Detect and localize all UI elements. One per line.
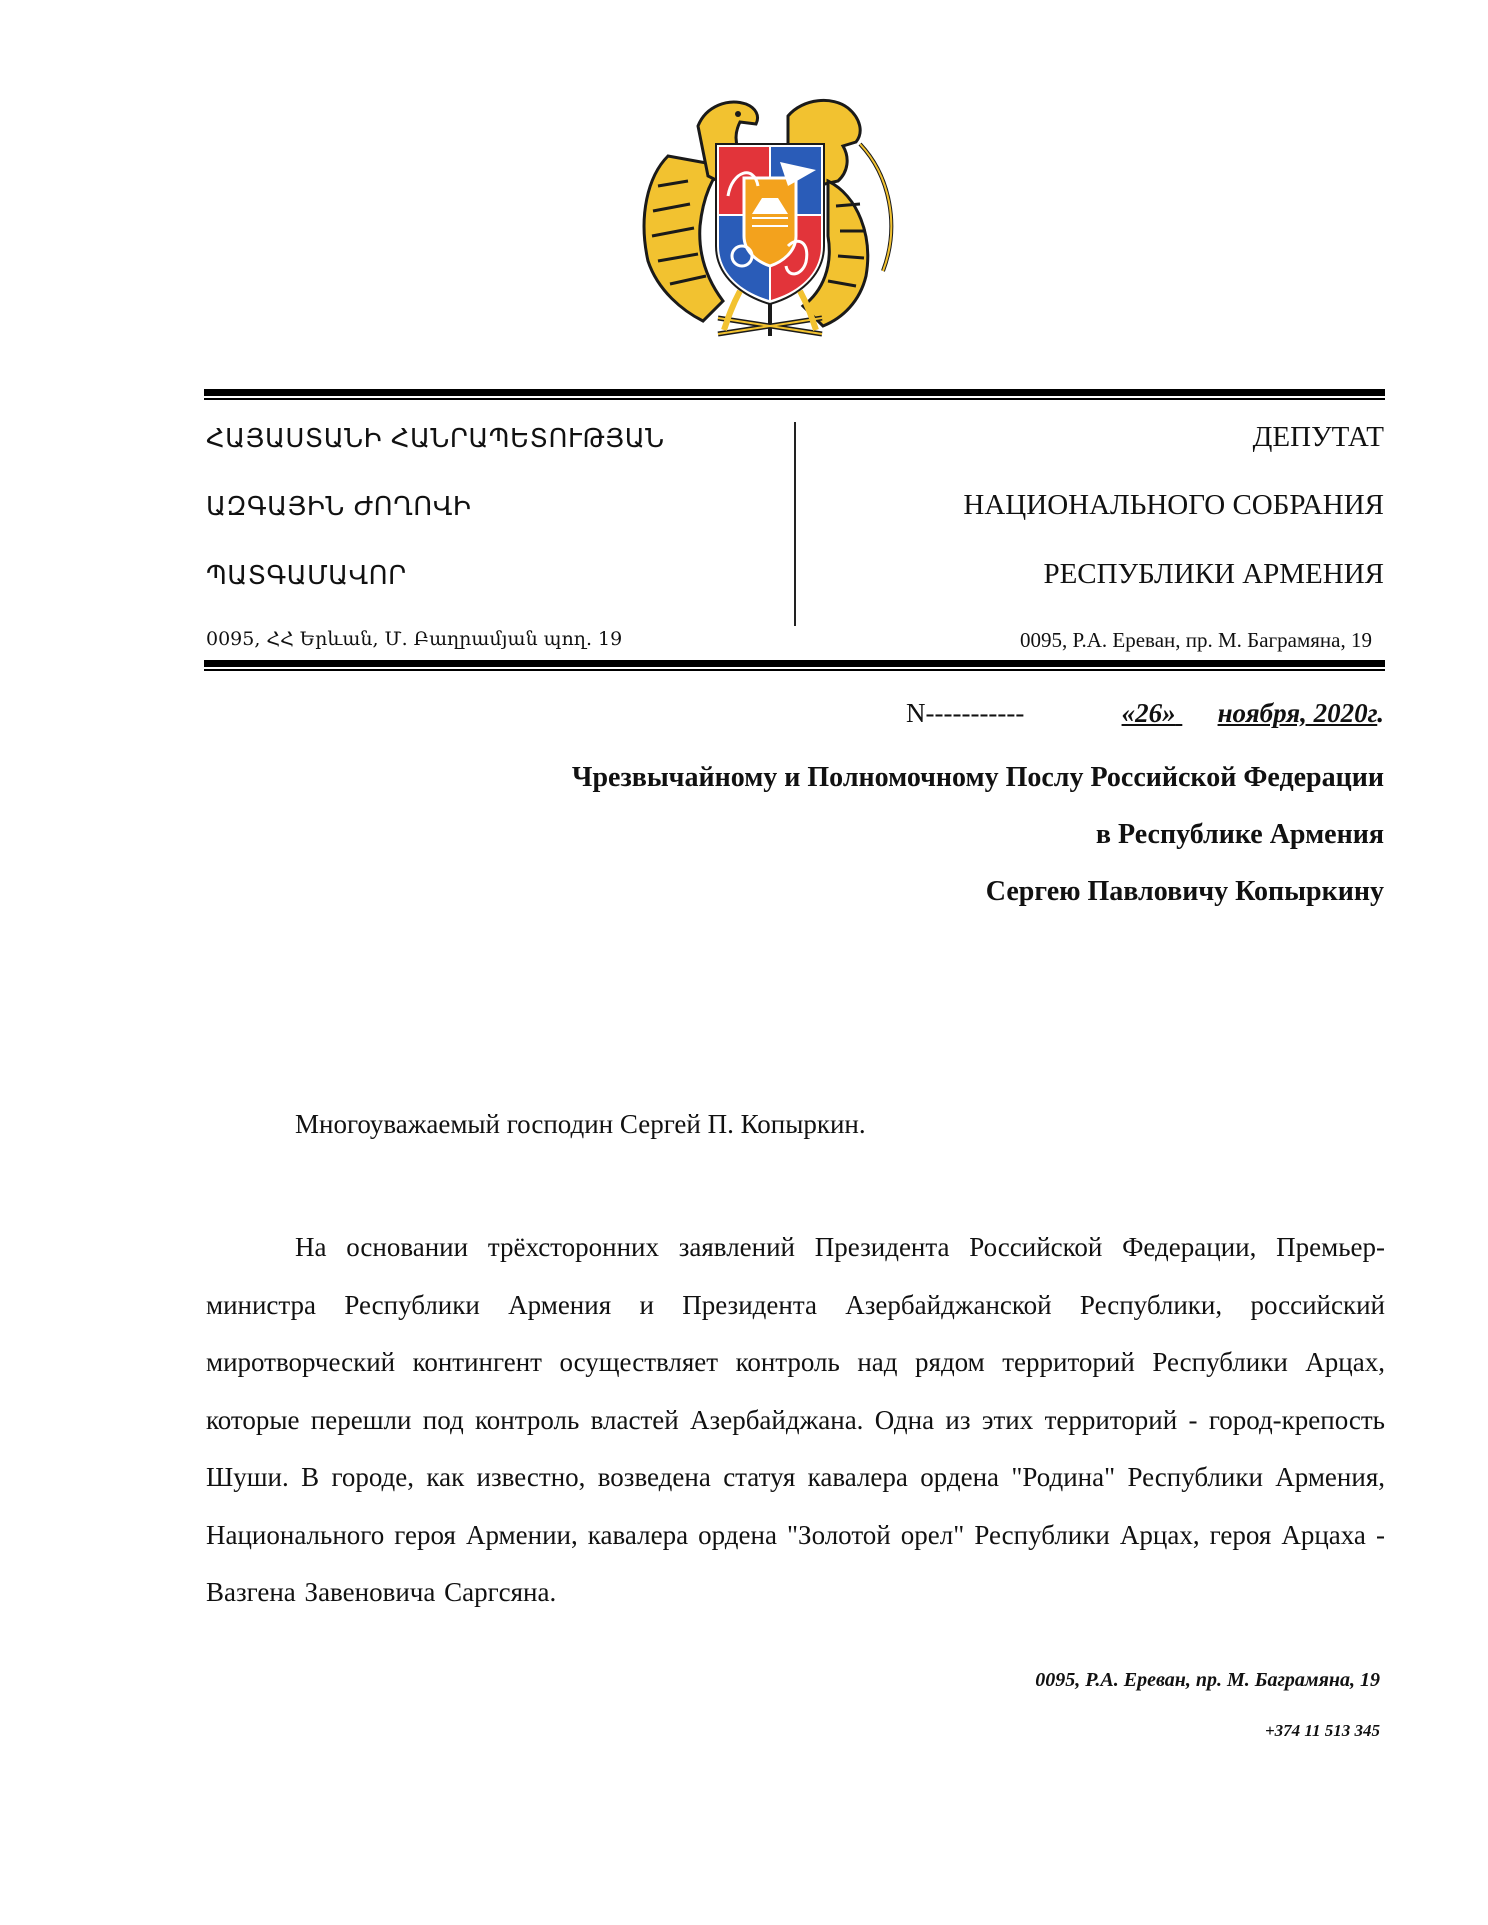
russian-header-line-3: РЕСПУБЛИКИ АРМЕНИЯ: [1043, 558, 1384, 590]
addressee-line-2: в Республике Армения: [1095, 819, 1384, 850]
footer-phone: +374 11 513 345: [1265, 1721, 1380, 1740]
russian-header-line-2: НАЦИОНАЛЬНОГО СОБРАНИЯ: [963, 489, 1384, 521]
date-month-year: ноября, 2020г: [1217, 698, 1378, 728]
footer-address: 0095, Р.А. Ереван, пр. М. Баграмяна, 19: [1035, 1669, 1380, 1691]
addressee-line-3: Сергею Павловичу Копыркину: [985, 876, 1384, 907]
armenian-header-line-3: ՊԱՏԳԱՄԱՎՈՐ: [206, 561, 407, 591]
letterhead-bottom-rule-thin: [204, 669, 1385, 671]
document-number: N-----------: [906, 698, 1025, 728]
letterhead-top-rule: [204, 389, 1385, 396]
russian-address: 0095, Р.А. Ереван, пр. М. Баграмяна, 19: [1019, 628, 1372, 652]
body-paragraph: На основании трёхсторонних заявлений Президента Российской Федерации, Премьер-министра Республики Армения и Президента Азербайджанской Республики, российский миротворческий контингент осуществляет контроль над рядом территорий Республики Арцах, которые перешли под контроль властей Азербайджана. Одна из этих территорий - город-крепость Шуши. В городе, как известно, возведена статуя кавалера ордена "Родина" Республики Армения, Национального героя Армении, кавалера ордена "Золотой орел" Республики Арцах, героя Арцаха - Вазгена Завеновича Саргсяна.: [206, 1232, 1385, 1607]
addressee-line-1: Чрезвычайному и Полномочному Послу Российской Федерации: [571, 762, 1384, 793]
russian-header-line-1: ДЕПУТАТ: [1252, 421, 1384, 453]
date-gap: [1176, 698, 1218, 729]
armenian-header-line-1: ՀԱՅԱՍՏԱՆԻ ՀԱՆՐԱՊԵՏՈՒԹՅԱՆ: [206, 424, 665, 454]
armenian-address: 0095, ՀՀ Երևան, Մ. Բաղրամյան պող. 19: [206, 628, 623, 650]
letterhead-column-divider: [794, 422, 796, 626]
letterhead-top-rule-thin: [204, 398, 1385, 400]
coat-of-arms-icon: [628, 86, 912, 348]
date-day: «26»: [1121, 698, 1176, 728]
armenian-header-line-2: ԱԶԳԱՅԻՆ ԺՈՂՈՎԻ: [206, 492, 472, 522]
date-period: .: [1377, 698, 1384, 728]
coat-of-arms-emblem: [628, 86, 912, 348]
document-date: [1122, 698, 1384, 729]
letterhead-bottom-rule: [204, 660, 1385, 667]
salutation: Многоуважаемый господин Сергей П. Копыркин.: [295, 1109, 866, 1139]
